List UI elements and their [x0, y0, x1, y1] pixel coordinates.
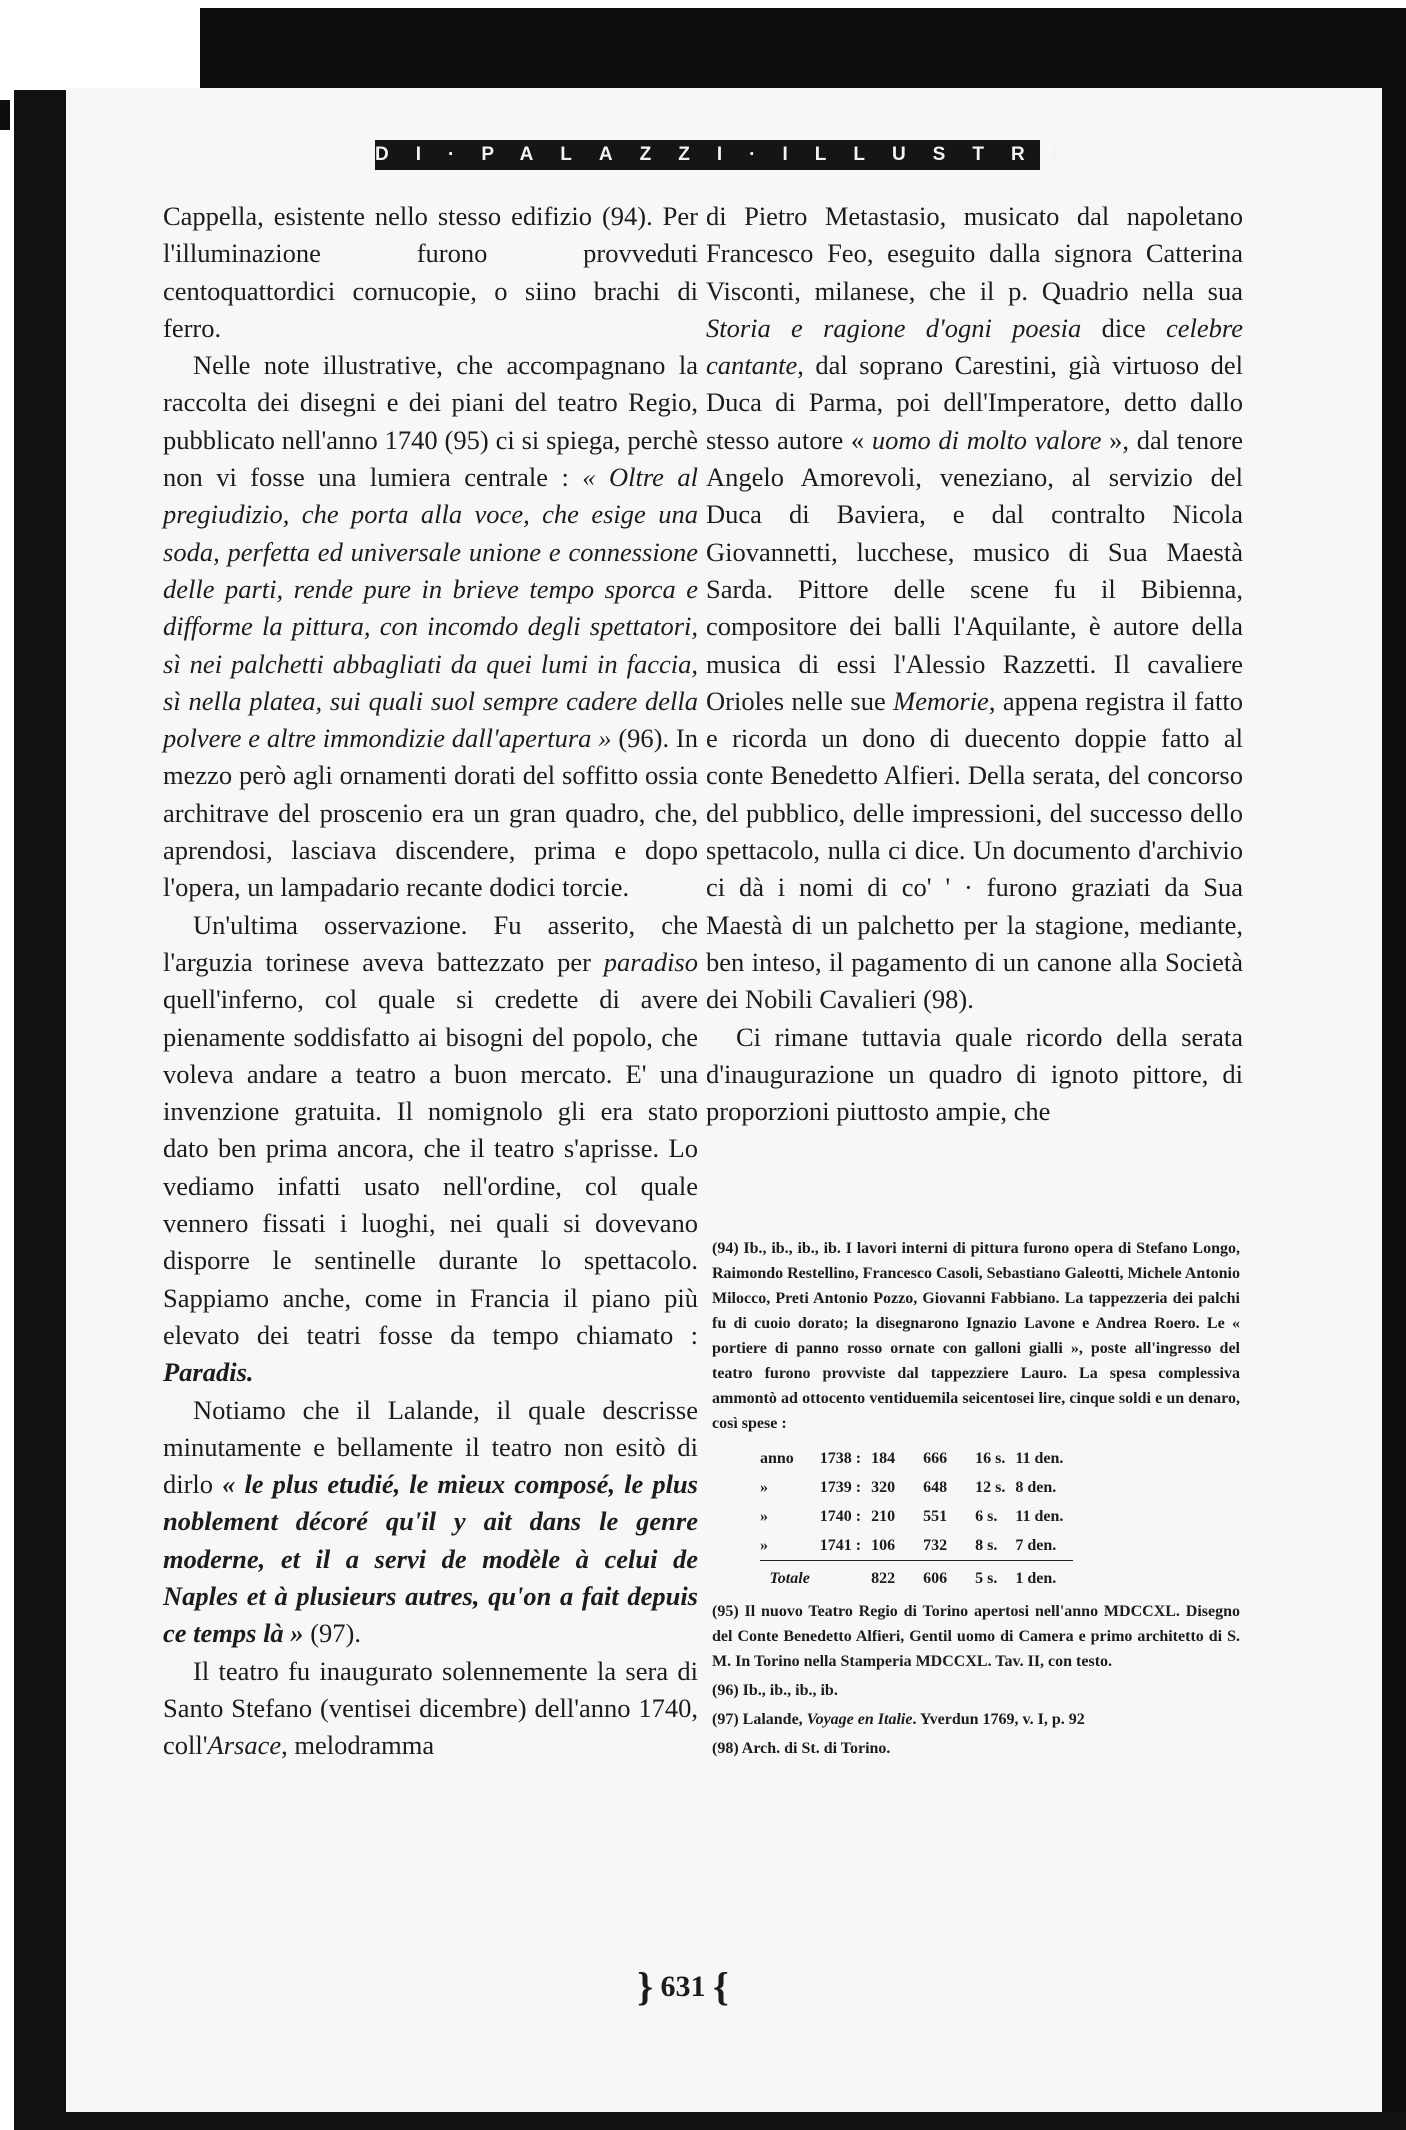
table-cell: 7 den.: [1015, 1537, 1057, 1554]
table-cell: 320: [871, 1479, 896, 1496]
paragraph: Nelle note illustrative, che accompagnano la raccolta dei disegni e dei piani del teatro Regio, pubblicato nell'anno 1740 (95) ci si spiega, perchè non vi fosse una lumiera centrale : « Oltre al pregiudizio, che porta alla voce, che esige una soda, perfetta ed universale unione e connessione delle parti, rende pure in brieve tempo sporca e difforme la pittura, con incomdo degli spettatori, sì nei palchetti abbagliati da quei lumi in faccia, sì nella platea, sui quali suol sempre cadere della polvere e altre immondizie dall'apertura » (96). In mezzo però agli ornamenti dorati del soffitto ossia architrave del proscenio era un gran quadro, che, aprendosi, lasciava discendere, prima e dopo l'opera, un lampadario recante dodici torcie.: [163, 350, 698, 903]
table-row: [760, 1502, 1073, 1531]
table-cell: 1739 :: [819, 1479, 862, 1496]
paragraph: Un'ultima osservazione. Fu asserito, che l'arguzia torinese aveva battezzato per paradiso quell'inferno, col quale si credette di avere pienamente soddisfatto ai bisogni del popolo, che voleva andare a teatro a buon mercato. E' una invenzione gratuita. Il nomignolo gli era stato dato ben prima ancora, che il teatro s'aprisse. Lo vediamo infatti usato nell'ordine, col quale vennero fissati i luoghi, nei quali si dovevano disporre le sentinelle durante lo spettacolo. Sappiamo anche, come in Francia il piano più elevato dei teatri fosse da tempo chiamato : Paradis.: [163, 909, 698, 1388]
text-column-left: [163, 198, 698, 1764]
paragraph: Ci rimane tuttavia quale ricordo della serata d'inaugurazione un quadro di ignoto pittore, di proporzioni piuttosto ampie, che: [706, 1021, 1243, 1127]
table-cell: 16 s.: [975, 1450, 1006, 1467]
table-cell: 210: [871, 1508, 896, 1525]
ornament-left: }: [637, 1964, 653, 2009]
table-cell: anno: [760, 1450, 794, 1467]
table-total-row: [760, 1561, 1073, 1594]
running-header: DI·PALAZZI·ILLUSTRI·: [375, 140, 1040, 170]
footnote-94: (94) Ib., ib., ib., ib. I lavori interni di pittura furono opera di Stefano Longo, Raimondo Restellino, Francesco Casoli, Sebastiano Galeotti, Michele Antonio Milocco, Preti Antonio Pozzo, Giovanni Fabbiano. La tappezzeria dei palchi fu di cuoio dorato; la disegnarono Ignazio Lavone e Andrea Roero. Le « portiere di panno rosso ornate con galloni gialli », poste all'ingresso del teatro furono provviste dal tappezziere Lauro. La spesa complessiva ammontò ad ottocento ventiduemila seicentosei lire, cinque soldi e un denaro, così spese :: [712, 1240, 1240, 1432]
table-cell: 551: [923, 1508, 948, 1525]
scan-border-right: [1382, 8, 1406, 2130]
table-cell: 8 den.: [1015, 1479, 1057, 1496]
table-cell: 6 s.: [975, 1508, 998, 1525]
ornament-right: {: [713, 1964, 729, 2009]
table-cell: 732: [923, 1537, 948, 1554]
quotation: « le plus etudié, le mieux composé, le plus noblement décoré qu'il y ait dans le genre moderne, et il a servi de modèle à celui de Naples et à plusieurs autres, qu'on a fait depuis ce temps là »: [163, 1469, 698, 1649]
footnote-95: (95) Il nuovo Teatro Regio di Torino apertosi nell'anno MDCCXL. Disegno del Conte Benedetto Alfieri, Gentil uomo di Camera e primo architetto di S. M. In Torino nella Stamperia MDCCXL. Tav. II, con testo.: [712, 1603, 1240, 1670]
table-cell: [820, 1561, 871, 1594]
quotation: « Oltre al pregiudizio, che porta alla voce, che esige una soda, perfetta ed universale unione e connessione delle parti, rende pure in brieve tempo sporca e difforme la pittura, con incomdo degli spettatori, sì nei palchetti abbagliati da quei lumi in faccia, sì nella platea, sui quali suol sempre cadere della polvere e altre immondizie dall'apertura »: [163, 462, 698, 754]
table-cell: 666: [923, 1450, 948, 1467]
table-row: [760, 1473, 1073, 1502]
footnote-97: (97) Lalande, Voyage en Italie. Yverdun 1769, v. I, p. 92: [712, 1711, 1085, 1728]
footnote-96: (96) Ib., ib., ib., ib.: [712, 1682, 838, 1699]
table-cell: »: [760, 1537, 768, 1554]
scan-border-mark: [0, 100, 10, 130]
page-number: } 631 {: [637, 1964, 729, 2009]
table-cell: 106: [871, 1537, 896, 1554]
table-cell: 1 den.: [1015, 1561, 1073, 1594]
footnotes: [712, 1236, 1240, 1765]
table-cell: 5 s.: [975, 1561, 1015, 1594]
footnote-98: (98) Arch. di St. di Torino.: [712, 1740, 891, 1757]
table-cell: 822: [871, 1561, 923, 1594]
table-cell: Totale: [760, 1561, 820, 1594]
table-cell: »: [760, 1479, 768, 1496]
table-cell: 11 den.: [1015, 1508, 1064, 1525]
paragraph: di Pietro Metastasio, musicato dal napoletano Francesco Feo, eseguito dalla signora Catterina Visconti, milanese, che il p. Quadrio nella sua Storia e ragione d'ogni poesia dice celebre cantante, dal soprano Carestini, già virtuoso del Duca di Parma, poi dell'Imperatore, detto dallo stesso autore « uomo di molto valore », dal tenore Angelo Amorevoli, veneziano, al servizio del Duca di Baviera, e dal contralto Nicola Giovannetti, lucchese, musico di Sua Maestà Sarda. Pittore delle scene fu il Bibienna, compositore dei balli l'Aquilante, è autore della musica di essi l'Alessio Razzetti. Il cavaliere Orioles nelle sue Memorie, appena registra il fatto e ricorda un dono di duecento doppie fatto al conte Benedetto Alfieri. Della serata, del concorso del pubblico, delle impressioni, del successo dello spettacolo, nulla ci dice. Un documento d'archivio ci dà i nomi di co' ' · furono graziati da Sua Maestà di un palchetto per la stagione, mediante, ben inteso, il pagamento di un canone alla Società dei Nobili Cavalieri (98).: [706, 201, 1243, 1015]
table-cell: 8 s.: [975, 1537, 998, 1554]
table-cell: 12 s.: [975, 1479, 1006, 1496]
table-cell: 184: [871, 1450, 896, 1467]
paragraph: Il teatro fu inaugurato solennemente la sera di Santo Stefano (ventisei dicembre) dell'anno 1740, coll'Arsace, melodramma: [163, 1655, 698, 1761]
text-column-right: [706, 198, 1243, 1130]
table-cell: 606: [923, 1561, 975, 1594]
scan-border-left: [14, 90, 66, 2130]
table-cell: 1741 :: [819, 1537, 862, 1554]
scan-border-bottom: [14, 2112, 1406, 2130]
table-cell: 1738 :: [819, 1450, 862, 1467]
table-cell: 648: [923, 1479, 948, 1496]
table-row: [760, 1531, 1073, 1561]
table-cell: 1740 :: [819, 1508, 862, 1525]
scan-border-top: [200, 8, 1406, 88]
paragraph: Notiamo che il Lalande, il quale descrisse minutamente e bellamente il teatro non esitò di dirlo « le plus etudié, le mieux composé, le plus noblement décoré qu'il y ait dans le genre moderne, et il a servi de modèle à celui de Naples et à plusieurs autres, qu'on a fait depuis ce temps là » (97).: [163, 1394, 698, 1649]
paragraph: Cappella, esistente nello stesso edifizio (94). Per l'illuminazione furono provveduti centoquattordici cornucopie, o siino brachi di ferro.: [163, 201, 698, 343]
table-cell: 11 den.: [1015, 1450, 1064, 1467]
table-cell: »: [760, 1508, 768, 1525]
expense-table: [760, 1444, 1073, 1593]
table-row: [760, 1444, 1073, 1473]
